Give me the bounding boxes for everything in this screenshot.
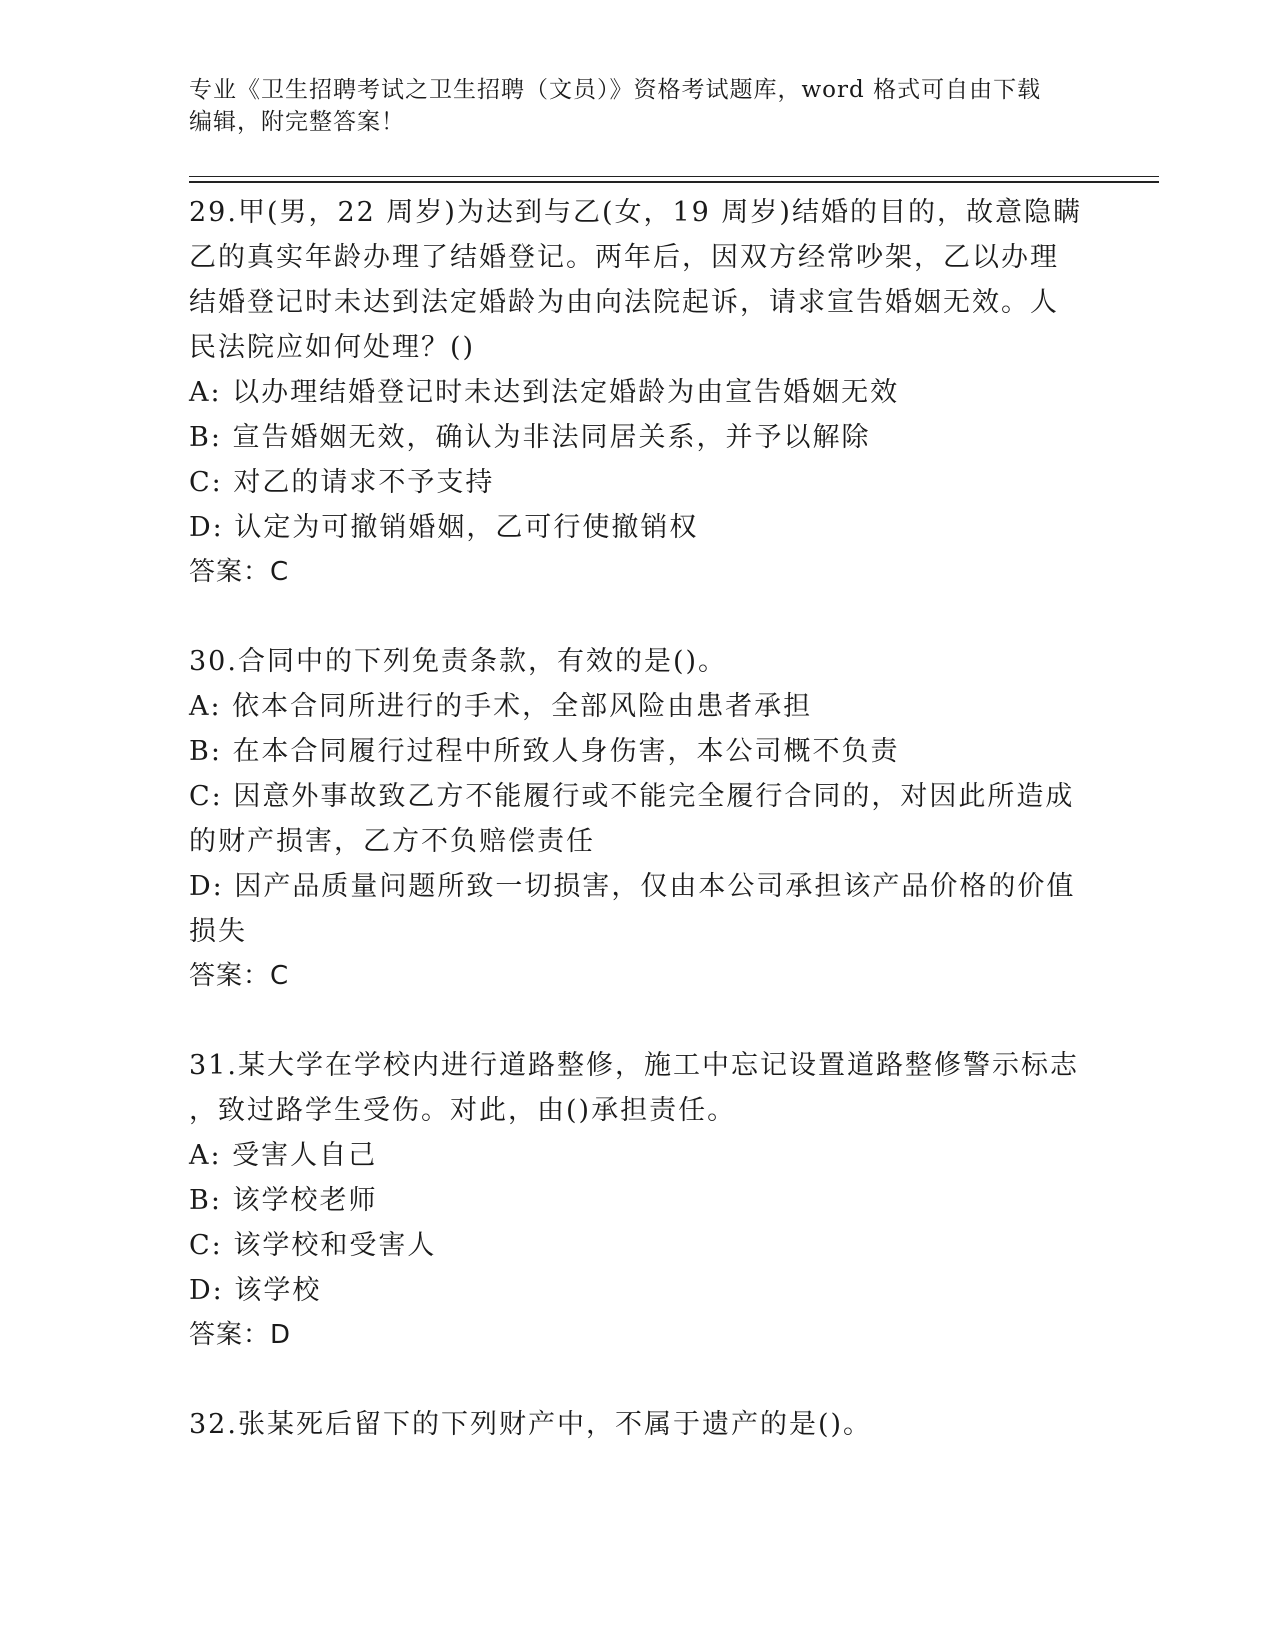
question-list xyxy=(189,190,1089,1491)
option-b xyxy=(189,415,1089,460)
option-a xyxy=(189,370,1089,415)
stem-line: 30.合同中的下列免责条款，有效的是()。 xyxy=(189,646,728,677)
option-text: B: 宣告婚姻无效，确认为非法同居关系，并予以解除 xyxy=(189,422,871,453)
option-text: C: 因意外事故致乙方不能履行或不能完全履行合同的，对因此所造成 xyxy=(189,781,1075,812)
stem-line: 31.某大学在学校内进行道路整修，施工中忘记设置道路整修警示标志 xyxy=(189,1050,1079,1081)
option-c xyxy=(189,460,1089,505)
option-text: C: 该学校和受害人 xyxy=(189,1230,437,1261)
option-text: B: 该学校老师 xyxy=(189,1185,378,1216)
question-30 xyxy=(189,639,1089,999)
header-divider-thick xyxy=(189,181,1159,183)
question-29 xyxy=(189,190,1089,595)
option-d xyxy=(189,505,1089,550)
stem-line: 32.张某死后留下的下列财产中，不属于遗产的是()。 xyxy=(189,1409,873,1440)
stem-line: ，致过路学生受伤。对此，由()承担责任。 xyxy=(189,1095,737,1126)
document-header xyxy=(189,74,1089,138)
option-text: D: 认定为可撤销婚姻，乙可行使撤销权 xyxy=(189,512,699,543)
answer: 答案：C xyxy=(189,557,290,587)
header-line: 专业《卫生招聘考试之卫生招聘（文员）》资格考试题库，word 格式可自由下载 xyxy=(189,77,1042,103)
option-b xyxy=(189,1178,1089,1223)
question-stem xyxy=(189,1043,1089,1133)
option-text: A: 受害人自己 xyxy=(189,1140,378,1171)
question-stem xyxy=(189,1402,1089,1447)
question-stem xyxy=(189,639,1089,684)
option-b xyxy=(189,729,1089,774)
answer: 答案：D xyxy=(189,1320,292,1350)
option-text: B: 在本合同履行过程中所致人身伤害，本公司概不负责 xyxy=(189,736,900,767)
question-32 xyxy=(189,1402,1089,1447)
stem-line: 乙的真实年龄办理了结婚登记。两年后，因双方经常吵架，乙以办理 xyxy=(189,242,1059,273)
question-stem xyxy=(189,190,1089,370)
option-a xyxy=(189,1133,1089,1178)
stem-line: 民法院应如何处理？() xyxy=(189,332,476,363)
header-line: 编辑，附完整答案！ xyxy=(189,109,405,135)
header-divider-thin xyxy=(189,176,1159,177)
option-text: 损失 xyxy=(189,916,247,947)
option-d xyxy=(189,864,1089,954)
option-text: D: 因产品质量问题所致一切损害，仅由本公司承担该产品价格的价值 xyxy=(189,871,1076,902)
stem-line: 结婚登记时未达到法定婚龄为由向法院起诉，请求宣告婚姻无效。人 xyxy=(189,287,1059,318)
option-text: D: 该学校 xyxy=(189,1275,322,1306)
question-31 xyxy=(189,1043,1089,1358)
option-text: C: 对乙的请求不予支持 xyxy=(189,467,495,498)
option-c xyxy=(189,774,1089,864)
option-d xyxy=(189,1268,1089,1313)
option-text: A: 以办理结婚登记时未达到法定婚龄为由宣告婚姻无效 xyxy=(189,377,900,408)
option-text: 的财产损害，乙方不负赔偿责任 xyxy=(189,826,595,857)
option-text: A: 依本合同所进行的手术，全部风险由患者承担 xyxy=(189,691,813,722)
option-c xyxy=(189,1223,1089,1268)
stem-line: 29.甲(男，22 周岁)为达到与乙(女，19 周岁)结婚的目的，故意隐瞒 xyxy=(189,197,1082,228)
answer: 答案：C xyxy=(189,961,290,991)
option-a xyxy=(189,684,1089,729)
